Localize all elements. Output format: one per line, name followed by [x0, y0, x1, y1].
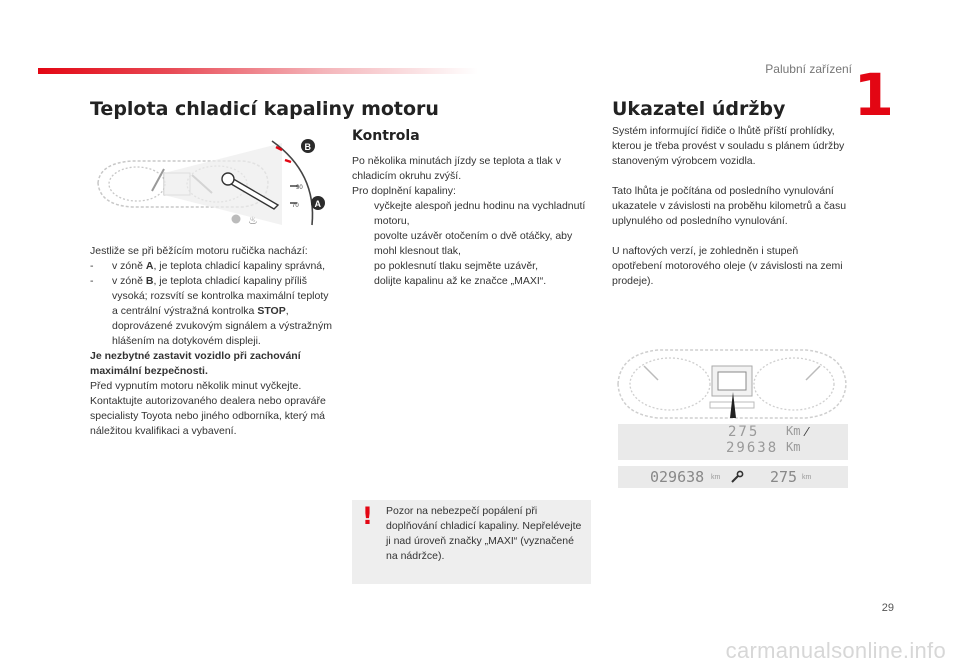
coolant-temperature-title: Teplota chladicí kapaliny motoru [90, 98, 439, 120]
service-unit-2: km [802, 474, 812, 481]
maintenance-text-block [612, 124, 848, 289]
service-unit-1: Km [786, 424, 801, 438]
odometer-value-2: 029638 [650, 468, 705, 486]
svg-text:B: B [304, 142, 311, 152]
check-text-block [352, 154, 594, 289]
odometer-unit-2: km [711, 474, 721, 481]
odometer-value-1: 29638 [726, 440, 779, 456]
maintenance-para-1: Systém informující řidiče o lhůtě příští prohlídky, kterou je třeba provést v souladu s plánem údržby stanoveným výrobcem vozidla. [612, 125, 845, 167]
header-color-bar [38, 68, 478, 74]
watermark: carmanualsonline.info [725, 638, 946, 663]
odometer-unit-1: Km [786, 440, 801, 454]
page-number: 29 [881, 602, 894, 614]
coolant-text-block [90, 244, 336, 439]
coolant-gauge-illustration [92, 133, 342, 233]
list-item: po poklesnutí tlaku sejměte uzávěr, [374, 260, 539, 272]
list-item: - v zóně A, je teplota chladicí kapaliny správná, [90, 260, 326, 272]
list-item: povolte uzávěr otočením o dvě otáčky, aby mohl klesnout tlak, [374, 230, 573, 257]
chapter-title: Palubní zařízení [765, 62, 852, 76]
check-fill-heading: Pro doplnění kapaliny: [352, 185, 456, 197]
list-item: vyčkejte alespoň jednu hodinu na vychladnutí motoru, [374, 200, 586, 227]
list-item: dolijte kapalinu až ke značce „MAXI“. [374, 275, 547, 287]
service-display-2 [618, 466, 848, 488]
svg-text:A: A [314, 199, 321, 209]
check-title: Kontrola [352, 128, 420, 144]
instrument-cluster-illustration [614, 340, 850, 424]
burn-warning-text: Pozor na nebezpečí popálení při doplňování chladicí kapaliny. Nepřelévejte ji nad úroveň značky „MAXI“ (vyznačené na nádržce). [386, 505, 582, 562]
service-km-remaining: 275 [728, 424, 760, 440]
svg-text:70: 70 [292, 203, 299, 209]
intro-text: Jestliže se při běžícím motoru ručička nachází: [90, 245, 308, 257]
maintenance-indicator-title: Ukazatel údržby [612, 98, 786, 120]
service-display-1 [618, 424, 848, 460]
closing-text: Před vypnutím motoru několik minut vyčkejte. Kontaktujte autorizovaného dealera nebo opraváře specialisty Toyota nebo jiného odborníka, který má náležitou kvalifikaci a vybavení. [90, 380, 326, 437]
wrench-icon: ⁄ [806, 424, 809, 439]
svg-text:90: 90 [296, 185, 303, 191]
check-intro: Po několika minutách jízdy se teplota a tlak v chladicím okruhu zvýší. [352, 155, 561, 182]
svg-text:♨: ♨ [248, 214, 258, 227]
list-item: - v zóně B, je teplota chladicí kapaliny příliš vysoká; rozsvítí se kontrolka maximální teploty a centrální výstražná kontrolka STOP, doprovázené zvukovým signálem a výstražným hlášením na dotykovém displeji. [90, 275, 333, 347]
maintenance-para-3: U naftových verzí, je zohledněn i stupeň opotřebení motorového oleje (v závislosti na zemi prodeje). [612, 245, 843, 287]
chapter-number: 1 [853, 61, 894, 129]
stop-vehicle-warning: Je nezbytné zastavit vozidlo při zachování maximální bezpečnosti. [90, 350, 301, 377]
warning-exclamation-icon: ! [362, 502, 373, 530]
maintenance-para-2: Tato lhůta je počítána od posledního vynulování ukazatele v závislosti na proběhu kilometrů a času uplynulého od posledního vynulování. [612, 185, 847, 227]
burn-warning-box [352, 500, 591, 584]
service-km-2: 275 [770, 468, 798, 486]
wrench-icon [730, 470, 744, 484]
